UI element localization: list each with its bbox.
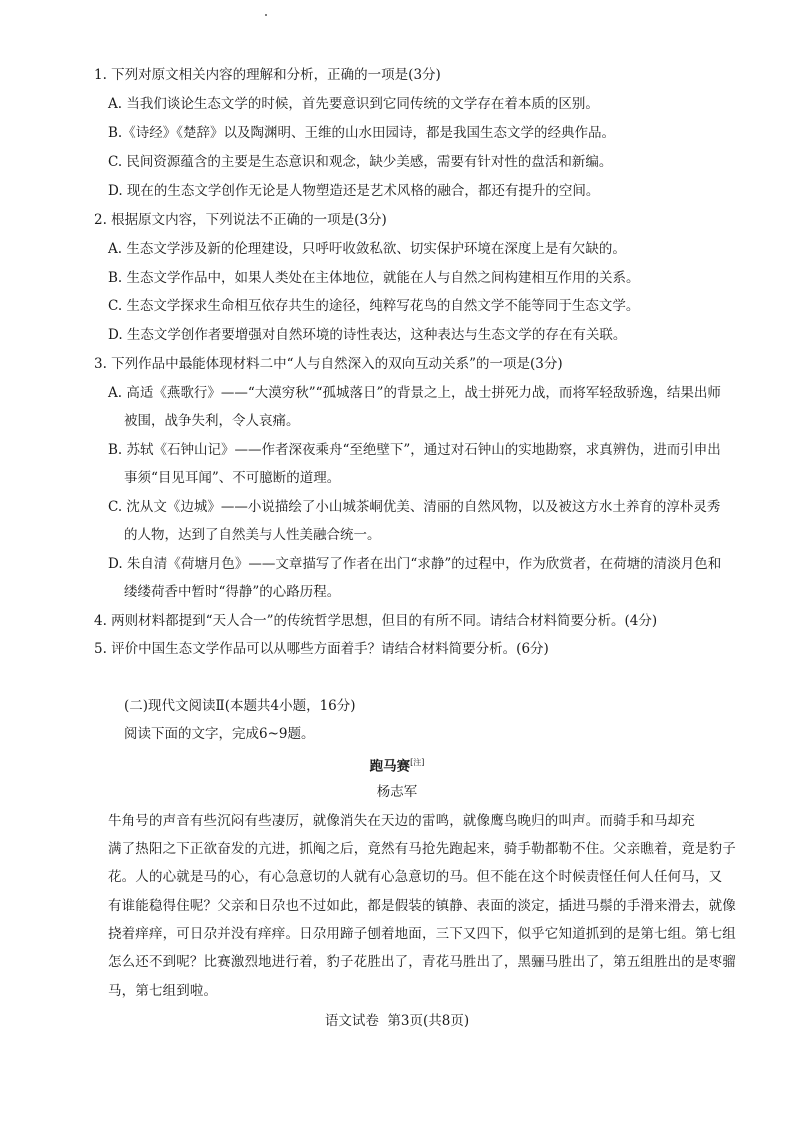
question-3-option-c: C. 沈从文《边城》——小说描绘了小山城茶峒优美、清丽的自然风物，以及被这方水土养育的淳朴灵秀 bbox=[108, 499, 721, 515]
passage-title-note: [注] bbox=[410, 758, 425, 767]
passage-line: 挠着痒痒，可日尕并没有痒痒。日尕用蹄子刨着地面，三下又四下，似乎它知道抓到的是第七组。第七组 bbox=[108, 926, 736, 942]
section-heading: (二)现代文阅读Ⅱ(本题共4小题，16分) bbox=[124, 698, 356, 714]
question-2-option-a: A. 生态文学涉及新的伦理建设，只呼吁收敛私欲、切实保护环境在深度上是有欠缺的。 bbox=[108, 241, 626, 257]
passage-line: 牛角号的声音有些沉闷有些凄厉，就像消失在天边的雷鸣，就像鹰鸟晚归的叫声。而骑手和马却充 bbox=[108, 813, 695, 829]
question-3-option-d-cont: 缕缕荷香中暂时“得静”的心路历程。 bbox=[124, 584, 341, 600]
question-3-option-a-cont: 被围，战争失利，令人哀痛。 bbox=[124, 413, 300, 429]
passage-line: 花。人的心就是马的心，有心急意切的人就有心急意切的马。但不能在这个时候责怪任何人任何马，又 bbox=[108, 869, 723, 885]
passage-title-text: 跑马赛 bbox=[369, 758, 411, 775]
passage-line: 马，第七组到啦。 bbox=[108, 983, 218, 999]
question-1-option-b: B.《诗经》《楚辞》以及陶渊明、王维的山水田园诗，都是我国生态文学的经典作品。 bbox=[108, 125, 615, 141]
question-1-option-d: D. 现在的生态文学创作无论是人物塑造还是艺术风格的融合，都还有提升的空间。 bbox=[108, 183, 600, 199]
question-3-option-d: D. 朱自清《荷塘月色》——文章描写了作者在出门“求静”的过程中，作为欣赏者，在荷塘的清淡月色和 bbox=[108, 556, 722, 572]
passage-title bbox=[0, 754, 794, 776]
question-4-stem: 4. 两则材料都提到“天人合一”的传统哲学思想，但目的有所不同。请结合材料简要分析。(4分) bbox=[94, 613, 658, 629]
question-2-stem: 2. 根据原文内容，下列说法不正确的一项是(3分) bbox=[94, 212, 387, 228]
passage-line: 怎么还不到呢？比赛激烈地进行着，豹子花胜出了，青花马胜出了，黑骊马胜出了，第五组胜出的是枣骝 bbox=[108, 954, 736, 970]
passage-author: 杨志军 bbox=[376, 784, 418, 800]
question-3-option-c-cont: 的人物，达到了自然美与人性美融合统一。 bbox=[124, 527, 381, 543]
passage-line: 有谁能稳得住呢？父亲和日尕也不过如此，都是假装的镇静、表面的淡定，插进马鬃的手滑来滑去，就像 bbox=[108, 898, 736, 914]
scan-speck bbox=[265, 14, 267, 16]
question-5-stem: 5. 评价中国生态文学作品可以从哪些方面着手？请结合材料简要分析。(6分) bbox=[94, 641, 549, 657]
question-3-stem: 3. 下列作品中最能体现材料二中“人与自然深入的双向互动关系”的一项是(3分) bbox=[94, 356, 563, 372]
question-3-option-b-cont: 事须“目见耳闻”、不可臆断的道理。 bbox=[124, 470, 341, 486]
section-instruction: 阅读下面的文字，完成6~9题。 bbox=[124, 726, 315, 742]
question-3-option-b: B. 苏轼《石钟山记》——作者深夜乘舟“至绝壁下”，通过对石钟山的实地勘察，求真辨伪，进而引申出 bbox=[108, 442, 721, 458]
question-1-stem: 1. 下列对原文相关内容的理解和分析，正确的一项是(3分) bbox=[94, 67, 441, 83]
passage-line: 满了热阳之下正欲奋发的亢进，抓阄之后，竟然有马抢先跑起来，骑手勒都勒不住。父亲瞧着，竟是豹子 bbox=[108, 841, 736, 857]
question-3-option-a: A. 高适《燕歌行》——“大漠穷秋”“孤城落日”的背景之上，战士拼死力战，而将军轻敌骄逸，结果出师 bbox=[108, 385, 721, 401]
page-footer: 语文试卷 第3页(共8页) bbox=[324, 1013, 470, 1029]
question-2-option-c: C. 生态文学探求生命相互依存共生的途径，纯粹写花鸟的自然文学不能等同于生态文学。 bbox=[108, 298, 640, 314]
question-1-option-c: C. 民间资源蕴含的主要是生态意识和观念，缺少美感，需要有针对性的盘活和新编。 bbox=[108, 154, 613, 170]
question-2-option-b: B. 生态文学作品中，如果人类处在主体地位，就能在人与自然之间构建相互作用的关系。 bbox=[108, 270, 640, 286]
question-1-option-a: A. 当我们谈论生态文学的时候，首先要意识到它同传统的文学存在着本质的区别。 bbox=[108, 96, 599, 112]
question-2-option-d: D. 生态文学创作者要增强对自然环境的诗性表达，这种表达与生态文学的存在有关联。 bbox=[108, 327, 627, 343]
